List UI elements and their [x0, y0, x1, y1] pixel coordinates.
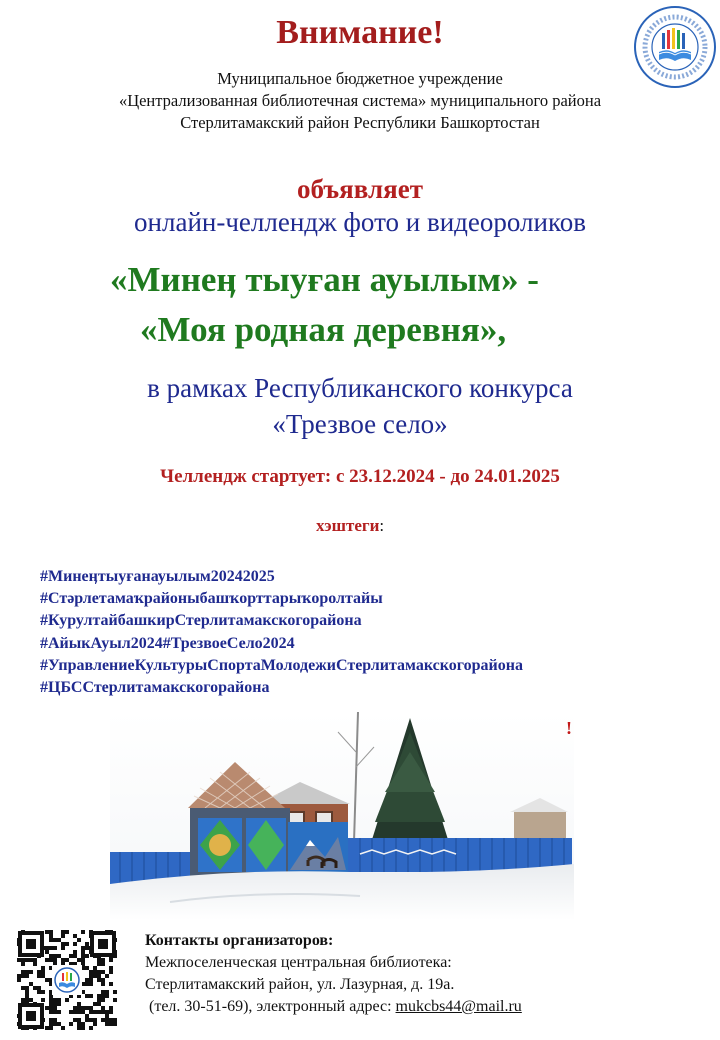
challenge-dates: Челлендж стартует: с 23.12.2024 - до 24.01.2025	[160, 466, 560, 487]
contacts-phone: (тел. 30-51-69), электронный адрес:	[149, 998, 396, 1015]
contacts-title: Контакты организаторов:	[145, 932, 334, 949]
attention-heading: Внимание!	[276, 14, 444, 51]
qr-code-icon	[14, 927, 120, 1033]
email-link[interactable]: mukcbs44@mail.ru	[395, 998, 522, 1015]
hashtags-heading-colon: :	[379, 516, 385, 535]
contacts-address: Стерлитамакский район, ул. Лазурная, д. 19а.	[145, 976, 455, 993]
challenge-description: онлайн-челлендж фото и видеороликов	[134, 207, 586, 237]
hashtag-list	[40, 566, 700, 699]
contacts-phone-email	[145, 996, 705, 1018]
hashtag-item: #УправлениеКультурыСпортаМолодежиСтерлитамакскогорайона	[40, 656, 523, 674]
library-logo-icon	[633, 5, 717, 89]
challenge-title-russian: «Моя родная деревня»,	[140, 310, 507, 349]
contacts-library: Межпоселенческая центральная библиотека:	[145, 954, 452, 971]
village-house-photo	[110, 712, 574, 920]
photo-exclamation-mark: !	[566, 718, 572, 738]
contest-context-line-2: «Трезвое село»	[272, 409, 448, 439]
org-line-3: Стерлитамакский район Республики Башкортостан	[180, 113, 540, 132]
contacts-block	[145, 930, 705, 1018]
hashtag-item: #Минеӊтыуғанауылым20242025	[40, 568, 275, 585]
hashtag-item: #КурултайбашкирСтерлитамакскогорайона	[40, 612, 362, 630]
challenge-title-bashkir: «Минеӊ тыуған ауылым» -	[110, 260, 539, 299]
hashtags-heading	[316, 516, 384, 536]
hashtag-item: #АйыкАуыл2024#ТрезвоеСело2024	[40, 634, 295, 652]
announces-text: объявляет	[297, 174, 423, 204]
org-line-1: Муниципальное бюджетное учреждение	[217, 69, 503, 88]
hashtags-heading-label: хэштеги	[316, 516, 380, 535]
hashtag-item: #Стәрлетамаҡрайоныбашҡорттарыҡоролтайы	[40, 590, 383, 608]
org-line-2: «Централизованная библиотечная система» муниципального района	[118, 91, 602, 110]
hashtag-item: #ЦБССтерлитамакскогорайона	[40, 679, 270, 697]
contest-context-line-1: в рамках Республиканского конкурса	[147, 373, 573, 403]
